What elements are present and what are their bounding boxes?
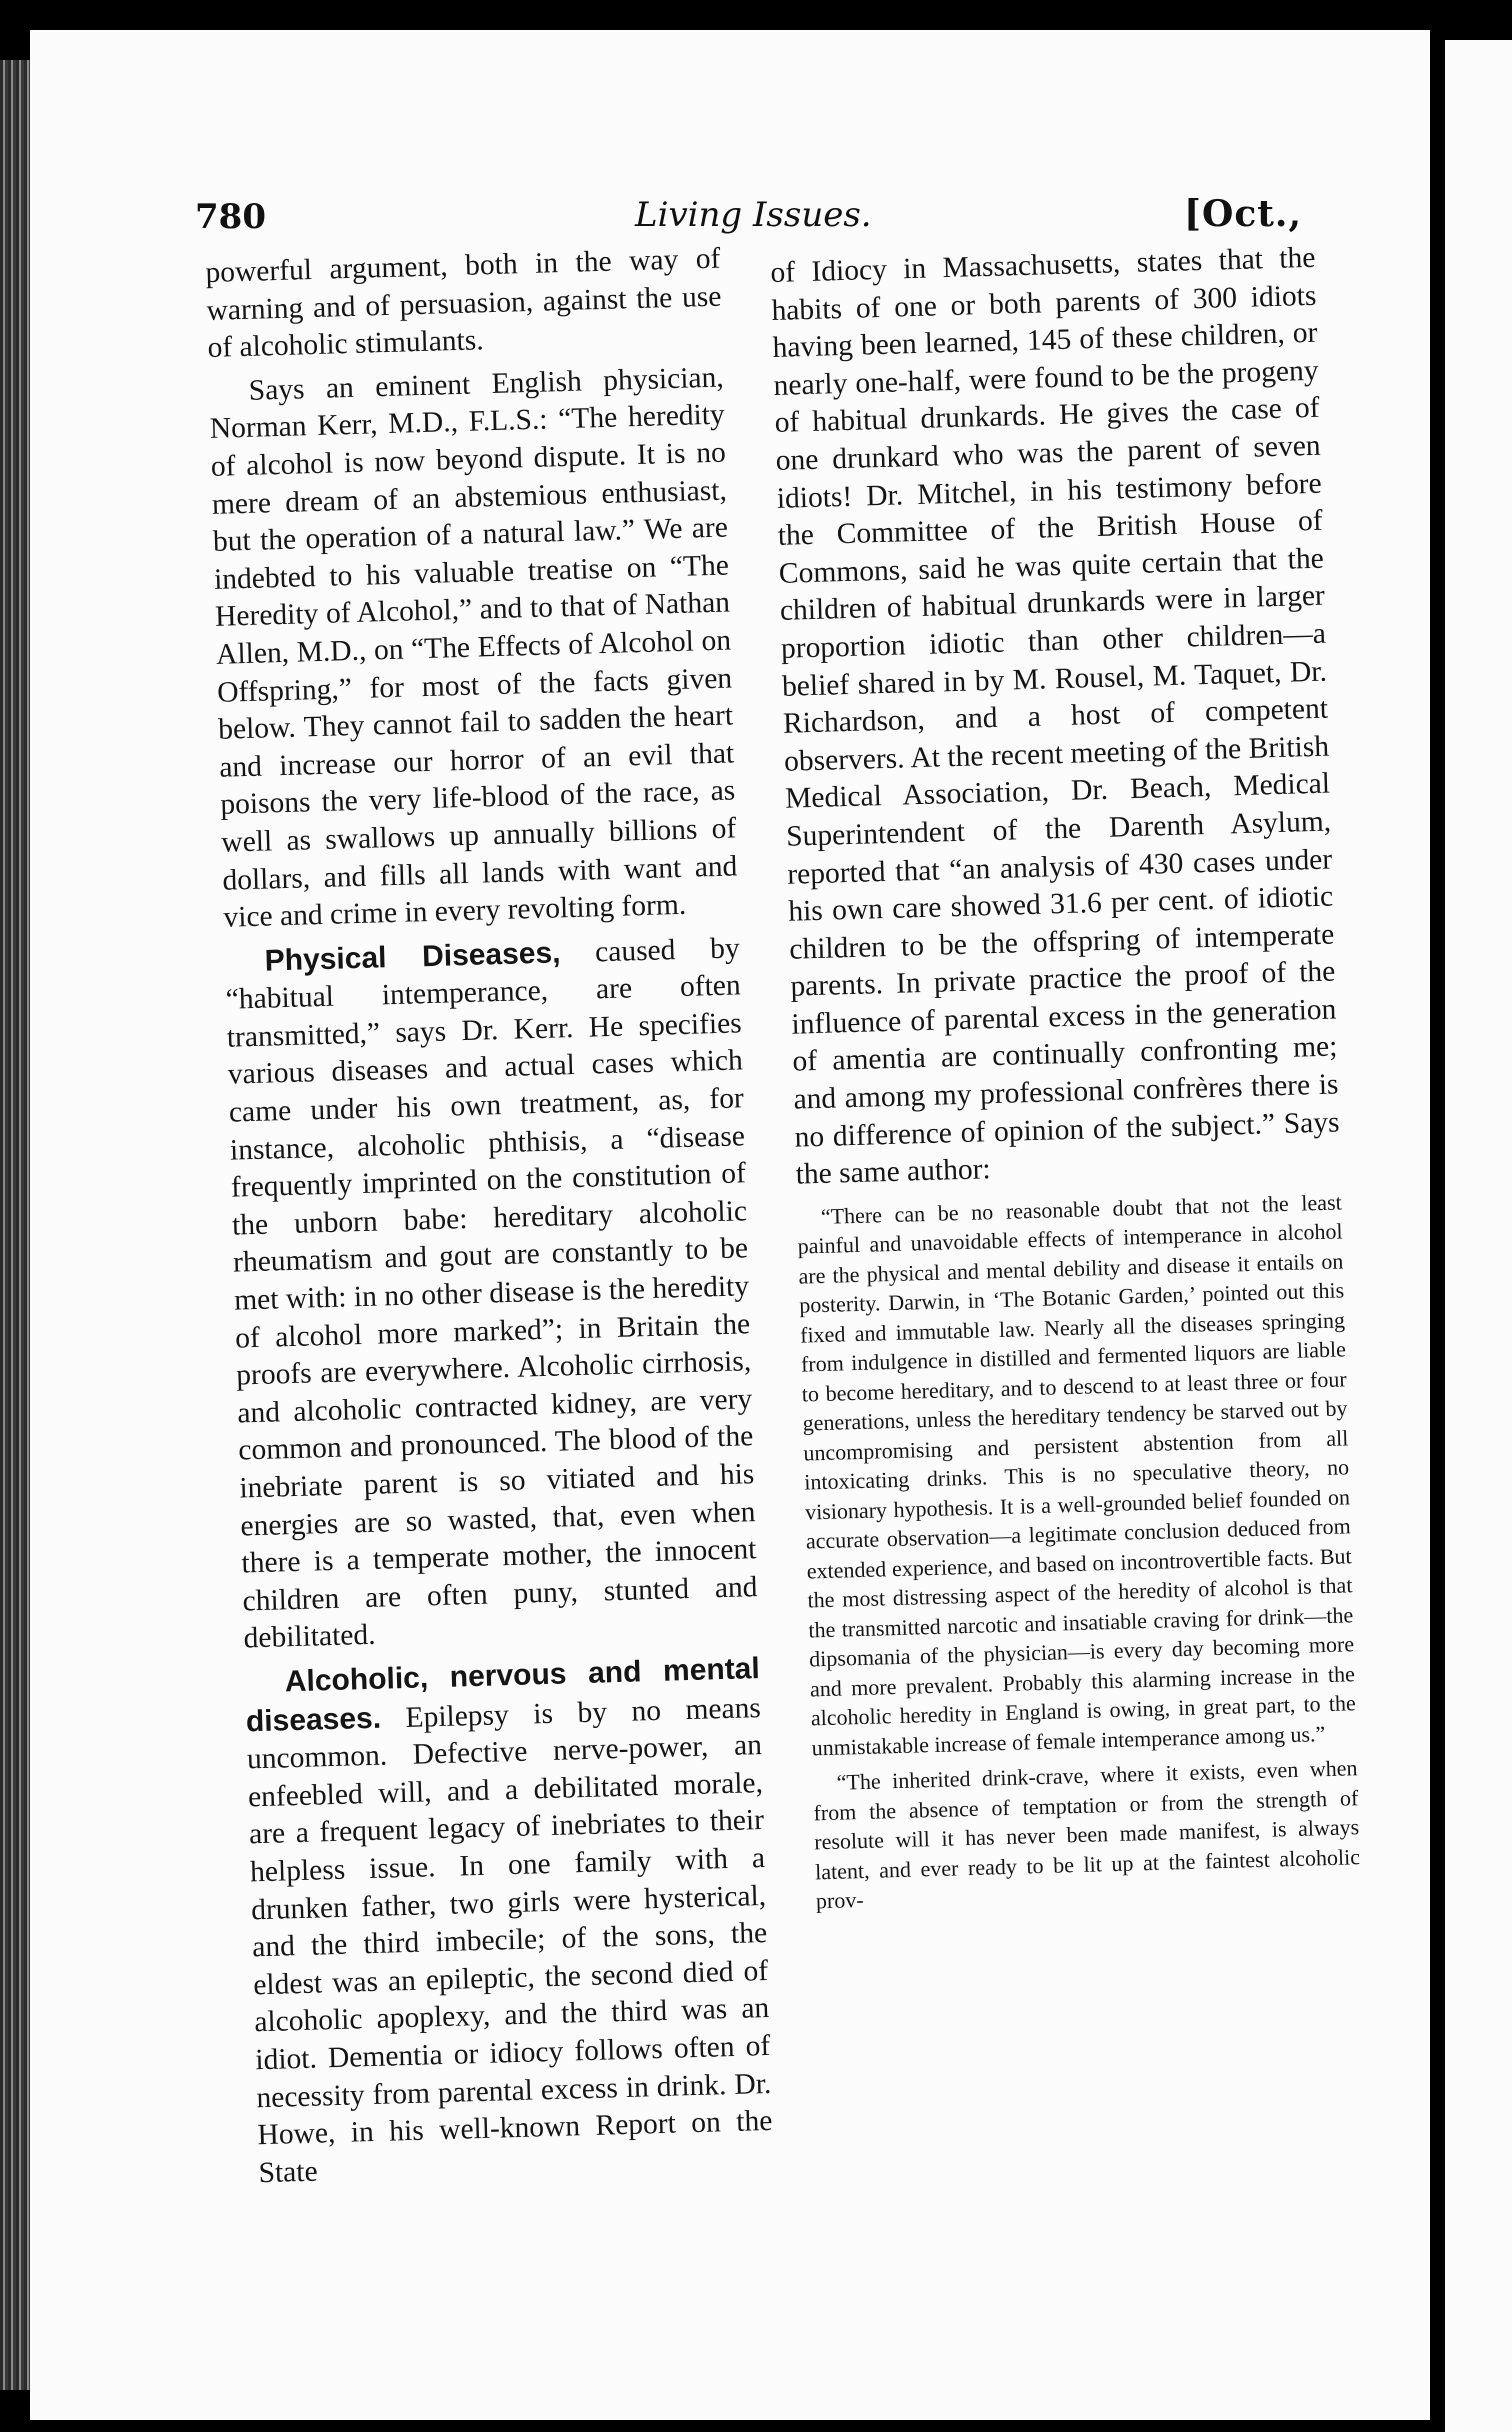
paragraph: [224, 929, 759, 1658]
paragraph: powerful argument, both in the way of warning and of persuasion, against the use of alcoholic stimulants.: [205, 242, 722, 365]
page-number: 780: [195, 197, 266, 237]
paragraph: of Idiocy in Massachusetts, states that the habits of one or both parents of 300 idiots having been learned, 145 of these children, or nearly one-half, were found to be the progeny of habitual drunkards. He gives the case of one drunkard who was the parent of seven idiots! Dr. Mitchel, in his testimony before the Committee of the British House of Commons, said he was quite certain that the children of habitual drunkards were in larger proportion idiotic than other children—a belief shared in by M. Rousel, M. Taquet, Dr. Richardson, and a host of competent observers. At the recent meeting of the British Medical Association, Dr. Beach, Medical Superintendent of the Darenth Asylum, reported that “an analysis of 430 cases under his own care showed 31.6 per cent. of idiotic children to be the offspring of intemperate parents. In private practice the proof of the influence of parental excess in the generation of amentia are continually confronting me; and among my professional confrères there is no difference of opinion of the subject.” Says the same author:: [770, 241, 1340, 1191]
paragraph-body: caused by “habitual intemperance, are often transmitted,” says Dr. Kerr. He specifies various diseases and actual cases which came under his own treatment, as, for instance, alcoholic phthisis, a “disease frequently imprinted on the constitution of the unborn babe: hereditary alcoholic rheumatism and gout are constantly to be met with: in no other disease is the heredity of alcohol more marked”; in Britain the proofs are everywhere. Alcoholic cirrhosis, and alcoholic contracted kidney, are very common and pronounced. The blood of the inebriate parent is so vitiated and his energies are so wasted, that, even when there is a temperate mother, the innocent children are often puny, stunted and debilitated.: [225, 932, 758, 1655]
left-column: [205, 241, 774, 2199]
paragraph-lead: Physical Diseases,: [264, 936, 561, 978]
running-title: Living Issues.: [635, 195, 872, 235]
section-date: [Oct.,: [1183, 193, 1302, 235]
paragraph-body: Epilepsy is by no means uncommon. Defective nerve-power, an enfeebled will, and a debilitated morale, are a frequent legacy of inebriates to their helpless issue. In one family with a drunken father, two girls were hysterical, and the third imbecile; of the sons, the eldest was an epileptic, the second died of alcoholic apoplexy, and the third was an idiot. Dementia or idiocy follows often of necessity from parental excess in drink. Dr. Howe, in his well-known Report on the State: [246, 1691, 773, 2189]
quote-paragraph: “The inherited drink-crave, where it exists, even when from the absence of temptation or from the strength of resolute will it has never been made manifest, is always latent, and ever ready to be lit up at the faintest alcoholic prov-: [813, 1755, 1361, 1914]
paragraph: [244, 1650, 774, 2192]
quote-paragraph: “There can be no reasonable doubt that not the least painful and unavoidable effects of intemperance in alcohol are the physical and mental debility and disease it entails on posterity. Darwin, in ‘The Botanic Garden,’ pointed out this fixed and immutable law. Nearly all the diseases springing from indulgence in distilled and fermented liquors are liable to become hereditary, and to descend to at least three or four generations, unless the hereditary tendency be starved out by uncompromising and persistent abstention from all intoxicating drinks. This is no speculative theory, no visionary hypothesis. It is a well-grounded belief founded on accurate observation—a legitimate conclusion deduced from extended experience, and based on incontrovertible facts. But the most distressing aspect of the heredity of alcohol is that the transmitted narcotic and insatiable craving for drink—the dipsomania of the physician—is every day becoming more and more prevalent. Probably this alarming increase in the alcoholic heredity in England is owing, in great part, to the unmistakable increase of female intemperance among us.”: [797, 1189, 1357, 1761]
block-quote: [796, 1187, 1361, 1916]
page-gutter: [1430, 0, 1445, 2432]
right-column: [770, 240, 1361, 1922]
next-page-edge: [1445, 40, 1512, 2432]
paragraph: Says an eminent English physician, Norman Kerr, M.D., F.L.S.: “The heredity of alcohol is now beyond dispute. It is no mere dream of an abstemious enthusiast, but the operation of a natural law.” We are indebted to his valuable treatise on “The Heredity of Alcohol,” and to that of Nathan Allen, M.D., on “The Effects of Alcohol on Offspring,” for most of the facts given below. They cannot fail to sadden the heart and increase our horror of an evil that poisons the very life-blood of the race, as well as swallows up annually billions of dollars, and fills all lands with want and vice and crime in every revolting form.: [209, 361, 738, 934]
page-header: [195, 185, 1302, 245]
paragraph-lead: Alcoholic, nervous and mental diseases.: [245, 1652, 761, 1738]
